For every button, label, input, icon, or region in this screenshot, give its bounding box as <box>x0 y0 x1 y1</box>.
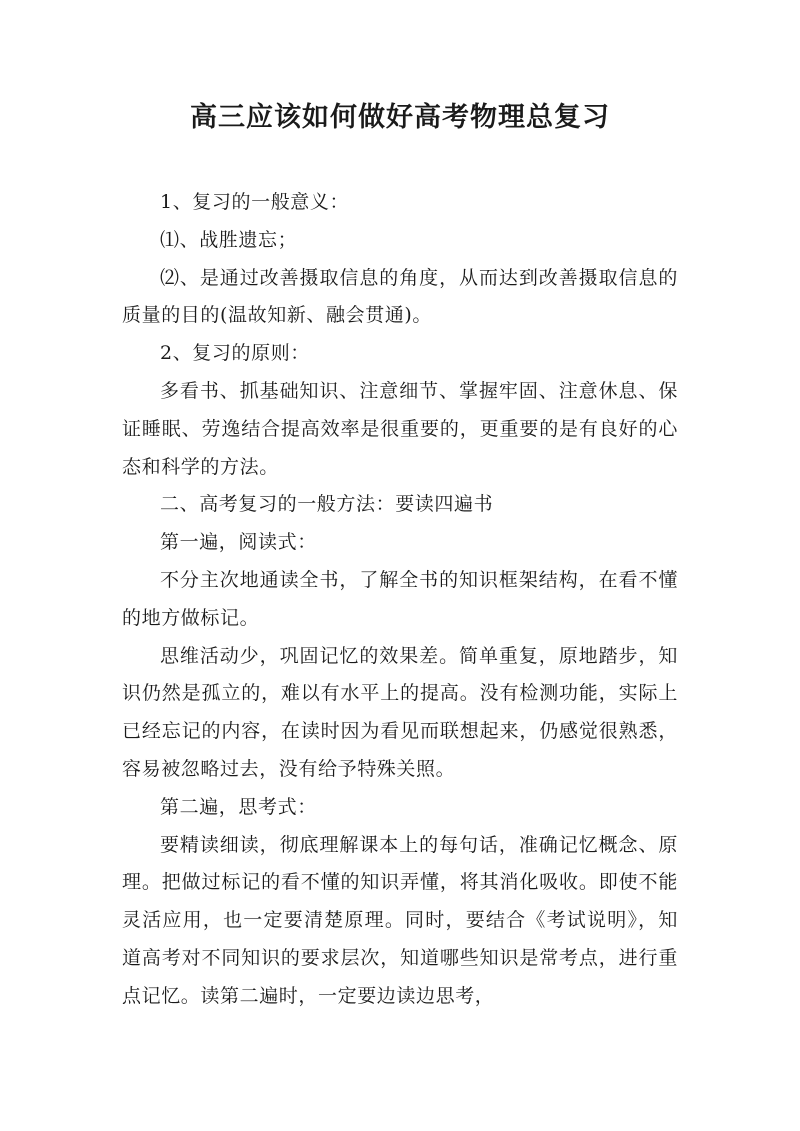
paragraph-second-reading-heading: 第二遍，思考式： <box>160 795 317 818</box>
paragraph-methods-heading: 二、高考复习的一般方法：要读四遍书 <box>160 493 494 516</box>
paragraph-first-reading-drawbacks: 思维活动少，巩固记忆的效果差。简单重复，原地踏步，知识仍然是孤立的，难以有水平上的提高。没有检测功能，实际上已经忘记的内容，在读时因为看见而联想起来，仍感觉很熟悉，容易被忽略过去，没有给予特殊关照。 <box>122 644 678 780</box>
paragraph-second-reading-desc: 要精读细读，彻底理解课本上的每句话，准确记忆概念、原理。把做过标记的看不懂的知识弄懂，将其消化吸收。即使不能灵活应用，也一定要清楚原理。同时，要结合《考试说明》，知道高考对不同知识的要求层次，知道哪些知识是常考点，进行重点记忆。读第二遍时，一定要边读边思考， <box>122 833 678 1007</box>
paragraph-review-principles-heading: 2、复习的原则： <box>160 342 310 365</box>
paragraph-review-principles: 多看书、抓基础知识、注意细节、掌握牢固、注意休息、保证睡眠、劳逸结合提高效率是很重要的，更重要的是有良好的心态和科学的方法。 <box>122 379 678 478</box>
document-title: 高三应该如何做好高考物理总复习 <box>190 102 610 133</box>
paragraph-review-meaning-heading: 1、复习的一般意义： <box>160 191 350 213</box>
document-body <box>122 184 678 1016</box>
paragraph-point-2: ⑵、是通过改善摄取信息的角度，从而达到改善摄取信息的质量的目的(温故知新、融会贯通)。 <box>122 266 678 327</box>
paragraph-first-reading-desc: 不分主次地通读全书，了解全书的知识框架结构，在看不懂的地方做标记。 <box>122 568 678 629</box>
paragraph-point-1: ⑴、战胜遗忘； <box>160 228 298 251</box>
paragraph-first-reading-heading: 第一遍，阅读式： <box>160 531 317 554</box>
